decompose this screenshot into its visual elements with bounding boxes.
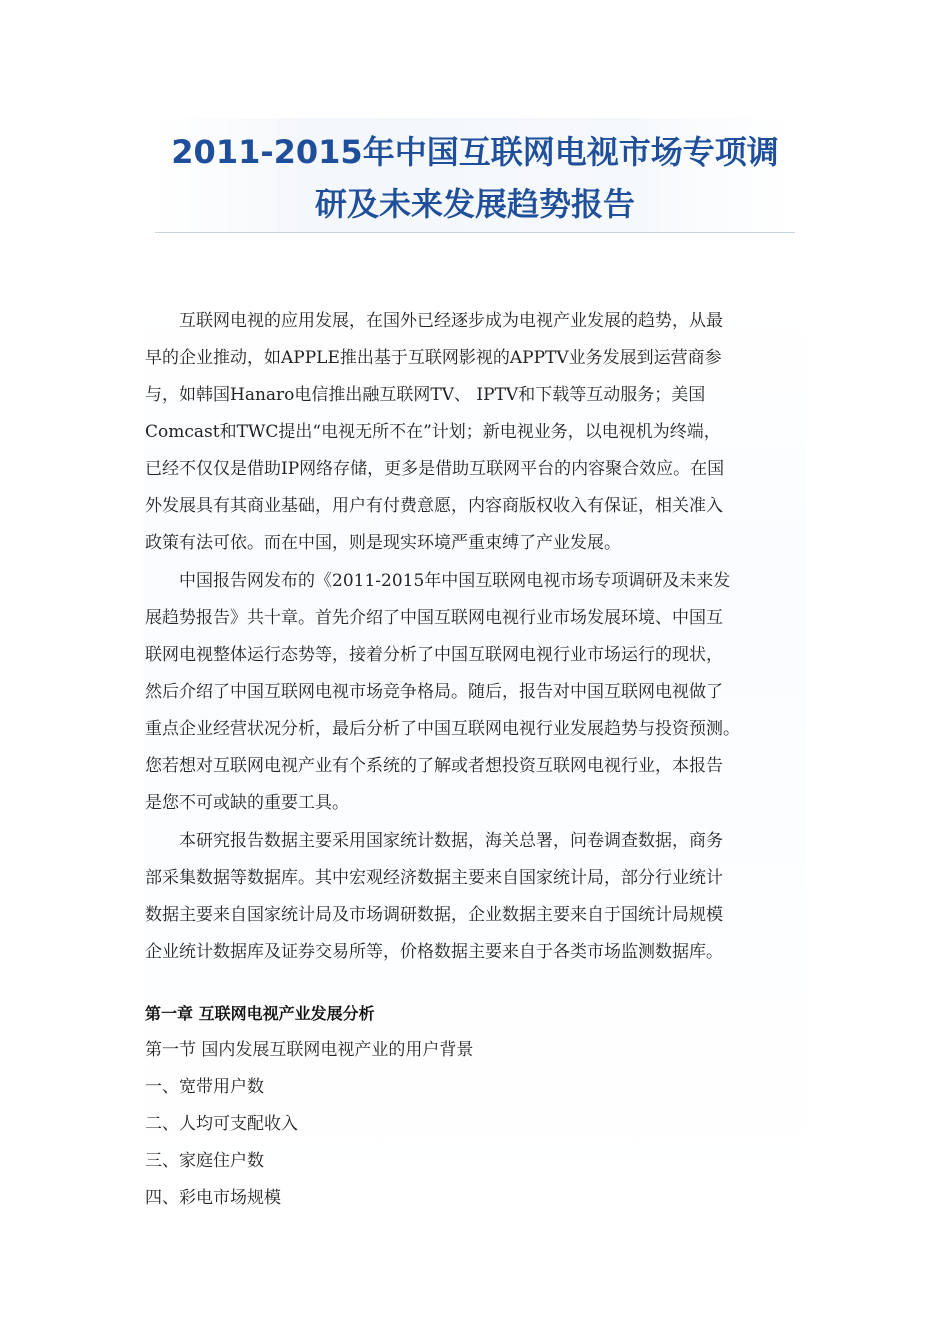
paragraph-line: 是您不可或缺的重要工具。 (145, 793, 349, 813)
paragraph-data-sources (145, 823, 807, 971)
report-title-line-2: 研及未来发展趋势报告 (314, 185, 635, 223)
paragraph-line: 然后介绍了中国互联网电视市场竞争格局。随后，报告对中国互联网电视做了 (145, 682, 723, 702)
paragraph-line: 您若想对互联网电视产业有个系统的了解或者想投资互联网电视行业，本报告 (145, 756, 723, 776)
toc-list-item: 一、宽带用户数 (145, 1077, 264, 1097)
paragraph-line: 重点企业经营状况分析，最后分析了中国互联网电视行业发展趋势与投资预测。 (145, 719, 740, 739)
toc-list-item: 四、彩电市场规模 (145, 1188, 281, 1208)
paragraph-report-summary (145, 563, 807, 822)
paragraph-line: 已经不仅仅是借助IP网络存储，更多是借助互联网平台的内容聚合效应。在国 (145, 459, 725, 479)
report-title-line-1: 2011-2015年中国互联网电视市场专项调 (171, 133, 779, 171)
paragraph-line: 部采集数据等数据库。其中宏观经济数据主要来自国家统计局，部分行业统计 (145, 868, 723, 888)
toc-chapter-heading: 第一章 互联网电视产业发展分析 (145, 1004, 375, 1023)
paragraph-line: 本研究报告数据主要采用国家统计数据，海关总署，问卷调查数据，商务 (145, 831, 723, 851)
paragraph-intro (145, 303, 807, 562)
paragraph-line: 中国报告网发布的《2011-2015年中国互联网电视市场专项调研及未来发 (145, 571, 731, 591)
paragraph-line: 外发展具有其商业基础，用户有付费意愿，内容商版权收入有保证，相关准入 (145, 496, 723, 516)
toc-list-item: 二、人均可支配收入 (145, 1114, 298, 1134)
paragraph-line: 联网电视整体运行态势等，接着分析了中国互联网电视行业市场运行的现状， (145, 645, 723, 665)
paragraph-line: 互联网电视的应用发展，在国外已经逐步成为电视产业发展的趋势，从最 (145, 311, 723, 331)
toc-list-item: 三、家庭住户数 (145, 1151, 264, 1171)
paragraph-line: 早的企业推动，如APPLE推出基于互联网影视的APPTV业务发展到运营商参 (145, 348, 722, 368)
paragraph-line: 展趋势报告》共十章。首先介绍了中国互联网电视行业市场发展环境、中国互 (145, 608, 723, 628)
paragraph-line: 企业统计数据库及证券交易所等，价格数据主要来自于各类市场监测数据库。 (145, 942, 723, 962)
paragraph-line: 与，如韩国Hanaro电信推出融互联网TV、 IPTV和下载等互动服务；美国 (145, 385, 706, 405)
title-banner (155, 118, 795, 233)
paragraph-line: 数据主要来自国家统计局及市场调研数据，企业数据主要来自于国统计局规模 (145, 905, 723, 925)
toc-section-heading: 第一节 国内发展互联网电视产业的用户背景 (145, 1040, 474, 1060)
paragraph-line: Comcast和TWC提出“电视无所不在”计划；新电视业务，以电视机为终端， (145, 422, 721, 442)
paragraph-line: 政策有法可依。而在中国，则是现实环境严重束缚了产业发展。 (145, 533, 621, 553)
